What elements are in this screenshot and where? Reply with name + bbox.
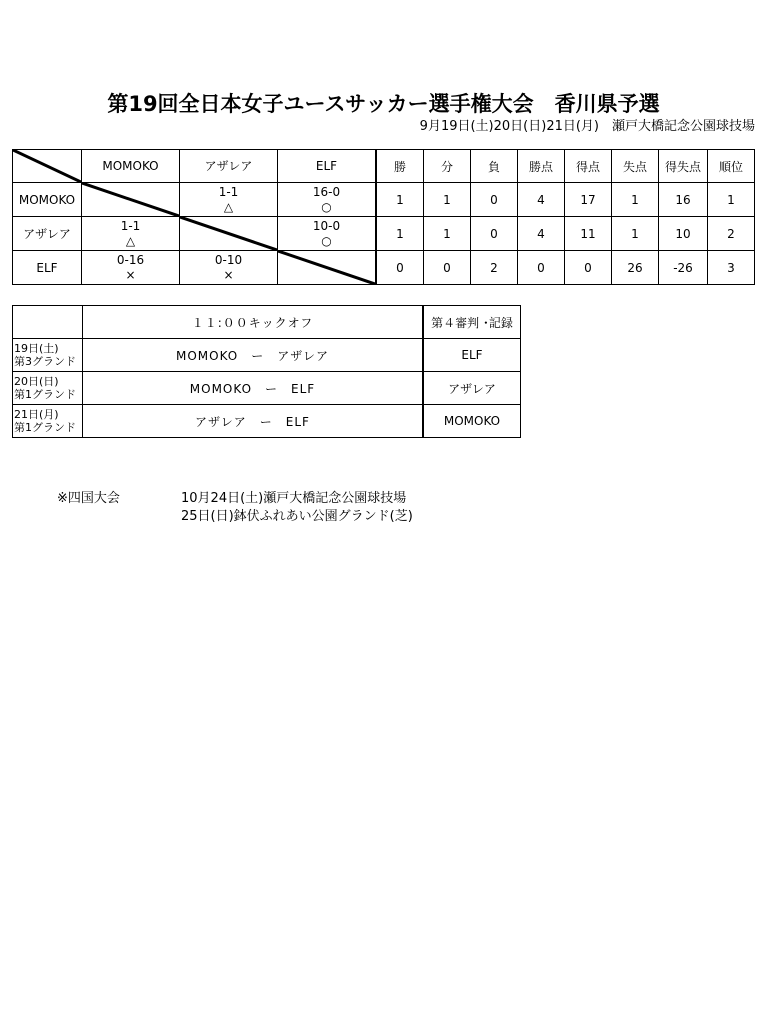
stat-goals-for: 0 — [565, 251, 612, 285]
stat-goals-against: 1 — [612, 183, 659, 217]
stat-draws: 1 — [424, 217, 471, 251]
header-team-elf: ELF — [278, 150, 377, 183]
match-mark: × — [125, 267, 136, 282]
match-score: 1-1 — [218, 184, 239, 199]
match-result-cell — [278, 217, 377, 251]
stat-goal-diff: -26 — [659, 251, 708, 285]
page-title: 第19回全日本女子ユースサッカー選手権大会 香川県予選 — [107, 92, 660, 116]
shikoku-note-line: 10月24日(土)瀬戸大橋記念公園球技場 — [181, 491, 407, 506]
stat-goals-for: 11 — [565, 217, 612, 251]
schedule-day: 21日(月) — [14, 408, 59, 421]
match-score: 10-0 — [312, 218, 341, 233]
stat-points: 4 — [518, 217, 565, 251]
header-team-momoko: MOMOKO — [82, 150, 180, 183]
match-score: 0-10 — [214, 252, 243, 267]
header-rank: 順位 — [708, 150, 755, 183]
league-row-elf — [13, 251, 755, 285]
schedule-match: MOMOKO ー アザレア — [83, 339, 424, 372]
stat-wins: 1 — [376, 217, 424, 251]
header-points: 勝点 — [518, 150, 565, 183]
schedule-row — [13, 405, 521, 438]
match-result-cell — [180, 251, 278, 285]
stat-rank: 2 — [708, 217, 755, 251]
shikoku-note-line: 25日(日)鉢伏ふれあい公園グランド(芝) — [181, 509, 413, 524]
header-losses: 負 — [471, 150, 518, 183]
header-draws: 分 — [424, 150, 471, 183]
stat-rank: 1 — [708, 183, 755, 217]
schedule-referee: アザレア — [423, 372, 521, 405]
stat-goals-against: 26 — [612, 251, 659, 285]
match-score: 1-1 — [120, 218, 141, 233]
stat-wins: 0 — [376, 251, 424, 285]
page-subtitle: 9月19日(土)20日(日)21日(月) 瀬戸大橋記念公園球技場 — [419, 119, 755, 134]
stat-losses: 2 — [471, 251, 518, 285]
schedule-corner — [13, 306, 83, 339]
stat-losses: 0 — [471, 217, 518, 251]
match-result-cell — [82, 217, 180, 251]
schedule-ground: 第3グランド — [14, 355, 76, 368]
schedule-ground: 第1グランド — [14, 421, 76, 434]
schedule-ground: 第1グランド — [14, 388, 76, 401]
stat-draws: 0 — [424, 251, 471, 285]
stat-wins: 1 — [376, 183, 424, 217]
shikoku-note-body — [181, 490, 413, 526]
corner-diagonal — [13, 150, 81, 182]
referee-header: 第４審判 ･記録 — [423, 306, 521, 339]
corner-cell — [13, 150, 82, 183]
row-team-name: ELF — [13, 251, 82, 285]
header-goals-against: 失点 — [612, 150, 659, 183]
match-result-cell — [278, 183, 377, 217]
match-mark: ○ — [321, 233, 332, 248]
schedule-header-row — [13, 306, 521, 339]
self-diagonal — [180, 217, 277, 250]
stat-points: 4 — [518, 183, 565, 217]
self-diagonal — [278, 251, 375, 284]
row-team-name: MOMOKO — [13, 183, 82, 217]
schedule-match: アザレア ー ELF — [83, 405, 424, 438]
schedule-match: MOMOKO ー ELF — [83, 372, 424, 405]
schedule-date — [13, 372, 83, 405]
kickoff-header: １１:００キックオフ — [83, 306, 424, 339]
league-header-row — [13, 150, 755, 183]
schedule-date — [13, 339, 83, 372]
schedule-row — [13, 372, 521, 405]
match-result-cell — [82, 251, 180, 285]
self-match-cell — [278, 251, 377, 285]
stat-draws: 1 — [424, 183, 471, 217]
match-mark: ○ — [321, 199, 332, 214]
row-team-name: アザレア — [13, 217, 82, 251]
league-row-momoko — [13, 183, 755, 217]
schedule-referee: MOMOKO — [423, 405, 521, 438]
self-diagonal — [82, 183, 179, 216]
schedule-referee: ELF — [423, 339, 521, 372]
match-result-cell — [180, 183, 278, 217]
schedule-day: 19日(土) — [14, 342, 59, 355]
match-mark: × — [223, 267, 234, 282]
match-score: 0-16 — [116, 252, 145, 267]
stat-rank: 3 — [708, 251, 755, 285]
stat-goals-for: 17 — [565, 183, 612, 217]
match-mark: △ — [223, 199, 234, 214]
schedule-date — [13, 405, 83, 438]
header-wins: 勝 — [376, 150, 424, 183]
match-mark: △ — [125, 233, 136, 248]
header-goals-for: 得点 — [565, 150, 612, 183]
league-table — [12, 149, 755, 285]
stat-losses: 0 — [471, 183, 518, 217]
stat-goals-against: 1 — [612, 217, 659, 251]
stat-goal-diff: 16 — [659, 183, 708, 217]
self-match-cell — [82, 183, 180, 217]
league-row-azalea — [13, 217, 755, 251]
header-goal-diff: 得失点 — [659, 150, 708, 183]
shikoku-note-label: ※四国大会 — [57, 491, 120, 506]
match-score: 16-0 — [312, 184, 341, 199]
schedule-table — [12, 305, 521, 438]
stat-points: 0 — [518, 251, 565, 285]
stat-goal-diff: 10 — [659, 217, 708, 251]
schedule-row — [13, 339, 521, 372]
self-match-cell — [180, 217, 278, 251]
schedule-day: 20日(日) — [14, 375, 59, 388]
header-team-azalea: アザレア — [180, 150, 278, 183]
